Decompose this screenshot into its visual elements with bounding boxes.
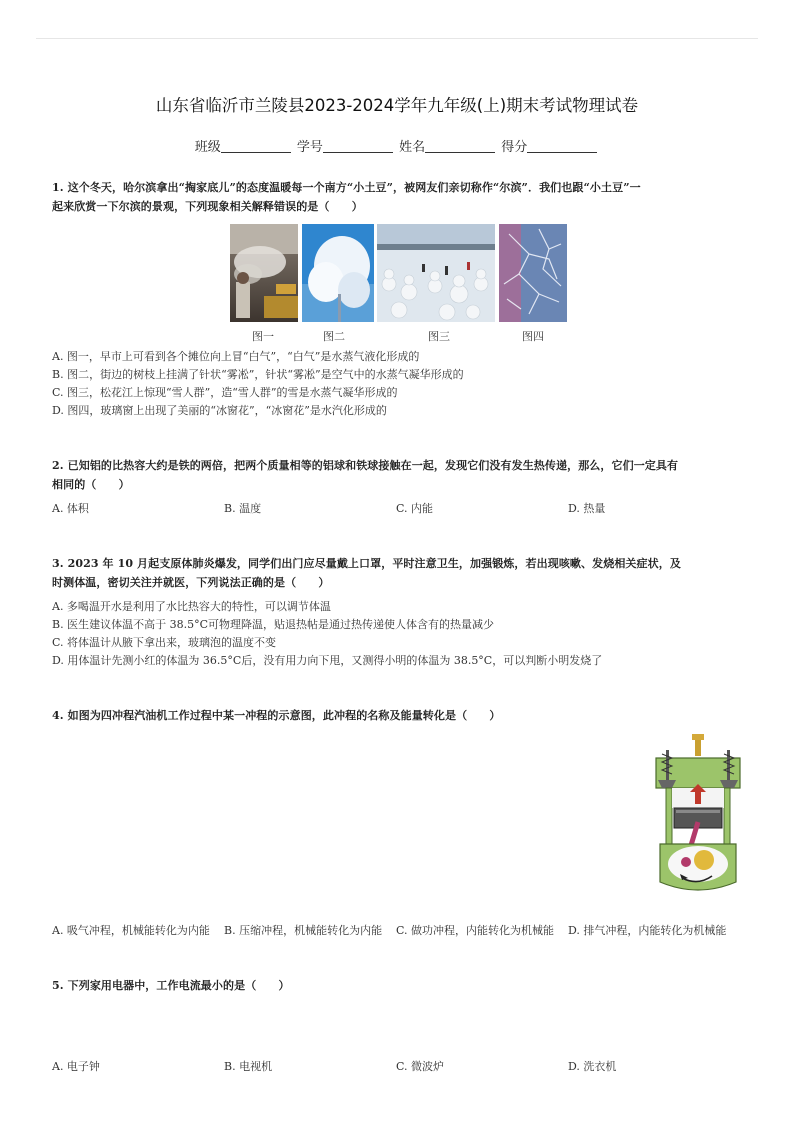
option-a[interactable]: A. 电子钟 [52, 1060, 100, 1073]
question-3-options [52, 598, 742, 670]
caption-figure-3: 图三 [428, 330, 450, 343]
option-d[interactable]: D. 排气冲程，内能转化为机械能 [568, 924, 727, 937]
question-2-options [52, 500, 742, 518]
question-5-stem: 5. 下列家用电器中，工作电流最小的是（ ） [52, 979, 290, 992]
photo-snowmen-river [377, 224, 495, 322]
student-id-field[interactable] [323, 140, 393, 153]
option-c[interactable]: C. 图三，松花江上惊现“雪人群”，造“雪人群”的雪是水蒸气凝华形成的 [52, 386, 398, 399]
score-label: 得分 [501, 140, 528, 155]
option-d[interactable]: D. 用体温计先测小红的体温为 36.5°C后，没有用力向下甩，又测得小明的体温为 38.5°C，可以判断小明发烧了 [52, 654, 603, 667]
question-5 [52, 976, 742, 995]
question-1-options [52, 348, 742, 420]
question-4 [52, 706, 742, 725]
option-a[interactable]: A. 多喝温开水是利用了水比热容大的特性，可以调节体温 [52, 600, 331, 613]
option-c[interactable]: C. 做功冲程，内能转化为机械能 [396, 924, 555, 937]
question-4-stem: 4. 如图为四冲程汽油机工作过程中某一冲程的示意图，此冲程的名称及能量转化是（ ） [52, 709, 501, 722]
question-4-options [52, 922, 742, 960]
student-info-row [0, 136, 794, 155]
class-label: 班级 [194, 140, 221, 155]
question-3 [52, 554, 742, 592]
question-2-stem-line2: 相同的（ ） [52, 478, 130, 491]
photo-rime-tree [302, 224, 374, 322]
caption-figure-1: 图一 [252, 330, 274, 343]
option-c[interactable]: C. 将体温计从腋下拿出来，玻璃泡的温度不变 [52, 636, 277, 649]
question-2-stem-line1: 2. 已知铝的比热容大约是铁的两倍，把两个质量相等的铝球和铁球接触在一起，发现它们没有发生热传递，那么，它们一定具有 [52, 459, 679, 472]
question-2 [52, 456, 742, 494]
name-label: 姓名 [399, 140, 426, 155]
caption-figure-4: 图四 [522, 330, 544, 343]
option-a[interactable]: A. 吸气冲程，机械能转化为内能 [52, 924, 210, 937]
score-field[interactable] [527, 140, 597, 153]
name-field[interactable] [425, 140, 495, 153]
question-3-stem-line1: 3. 2023 年 10 月起支原体肺炎爆发，同学们出门应尽量戴上口罩，平时注意卫生，加强锻炼，若出现咳嗽、发烧相关症状，及 [52, 557, 681, 570]
engine-stroke-diagram [652, 732, 744, 896]
photo-frost-window [499, 224, 567, 322]
option-b[interactable]: B. 温度 [224, 502, 262, 515]
question-1-stem-line1: 1. 这个冬天，哈尔滨拿出“掏家底儿”的态度温暖每一个南方“小土豆”，被网友们亲切称作“尔滨”．我们也跟“小土豆”一 [52, 181, 641, 194]
question-5-options [52, 1058, 742, 1076]
option-d[interactable]: D. 热量 [568, 502, 606, 515]
exam-title: 山东省临沂市兰陵县2023-2024学年九年级(上)期末考试物理试卷 [155, 96, 639, 115]
option-b[interactable]: B. 电视机 [224, 1060, 273, 1073]
option-d[interactable]: D. 图四，玻璃窗上出现了美丽的“冰窗花”，“冰窗花”是水汽化形成的 [52, 404, 387, 417]
question-3-stem-line2: 时测体温，密切关注并就医，下列说法正确的是（ ） [52, 576, 330, 589]
header-rule [36, 38, 758, 39]
option-a[interactable]: A. 图一，早市上可看到各个摊位向上冒“白气”，“白气”是水蒸气液化形成的 [52, 350, 420, 363]
class-field[interactable] [221, 140, 291, 153]
option-b[interactable]: B. 图二，街边的树枝上挂满了针状“雾凇”，针状“雾凇”是空气中的水蒸气凝华形成的 [52, 368, 464, 381]
photo-market-steam [230, 224, 298, 322]
option-b[interactable]: B. 医生建议体温不高于 38.5°C可物理降温，贴退热帖是通过热传递使人体含有的热量减少 [52, 618, 494, 631]
option-b[interactable]: B. 压缩冲程，机械能转化为内能 [224, 924, 383, 937]
option-d[interactable]: D. 洗衣机 [568, 1060, 617, 1073]
question-1 [52, 178, 742, 216]
question-1-stem-line2: 起来欣赏一下尔滨的景观，下列现象相关解释错误的是（ ） [52, 200, 363, 213]
option-c[interactable]: C. 微波炉 [396, 1060, 445, 1073]
option-c[interactable]: C. 内能 [396, 502, 434, 515]
caption-figure-2: 图二 [323, 330, 345, 343]
student-id-label: 学号 [296, 140, 323, 155]
option-a[interactable]: A. 体积 [52, 502, 89, 515]
